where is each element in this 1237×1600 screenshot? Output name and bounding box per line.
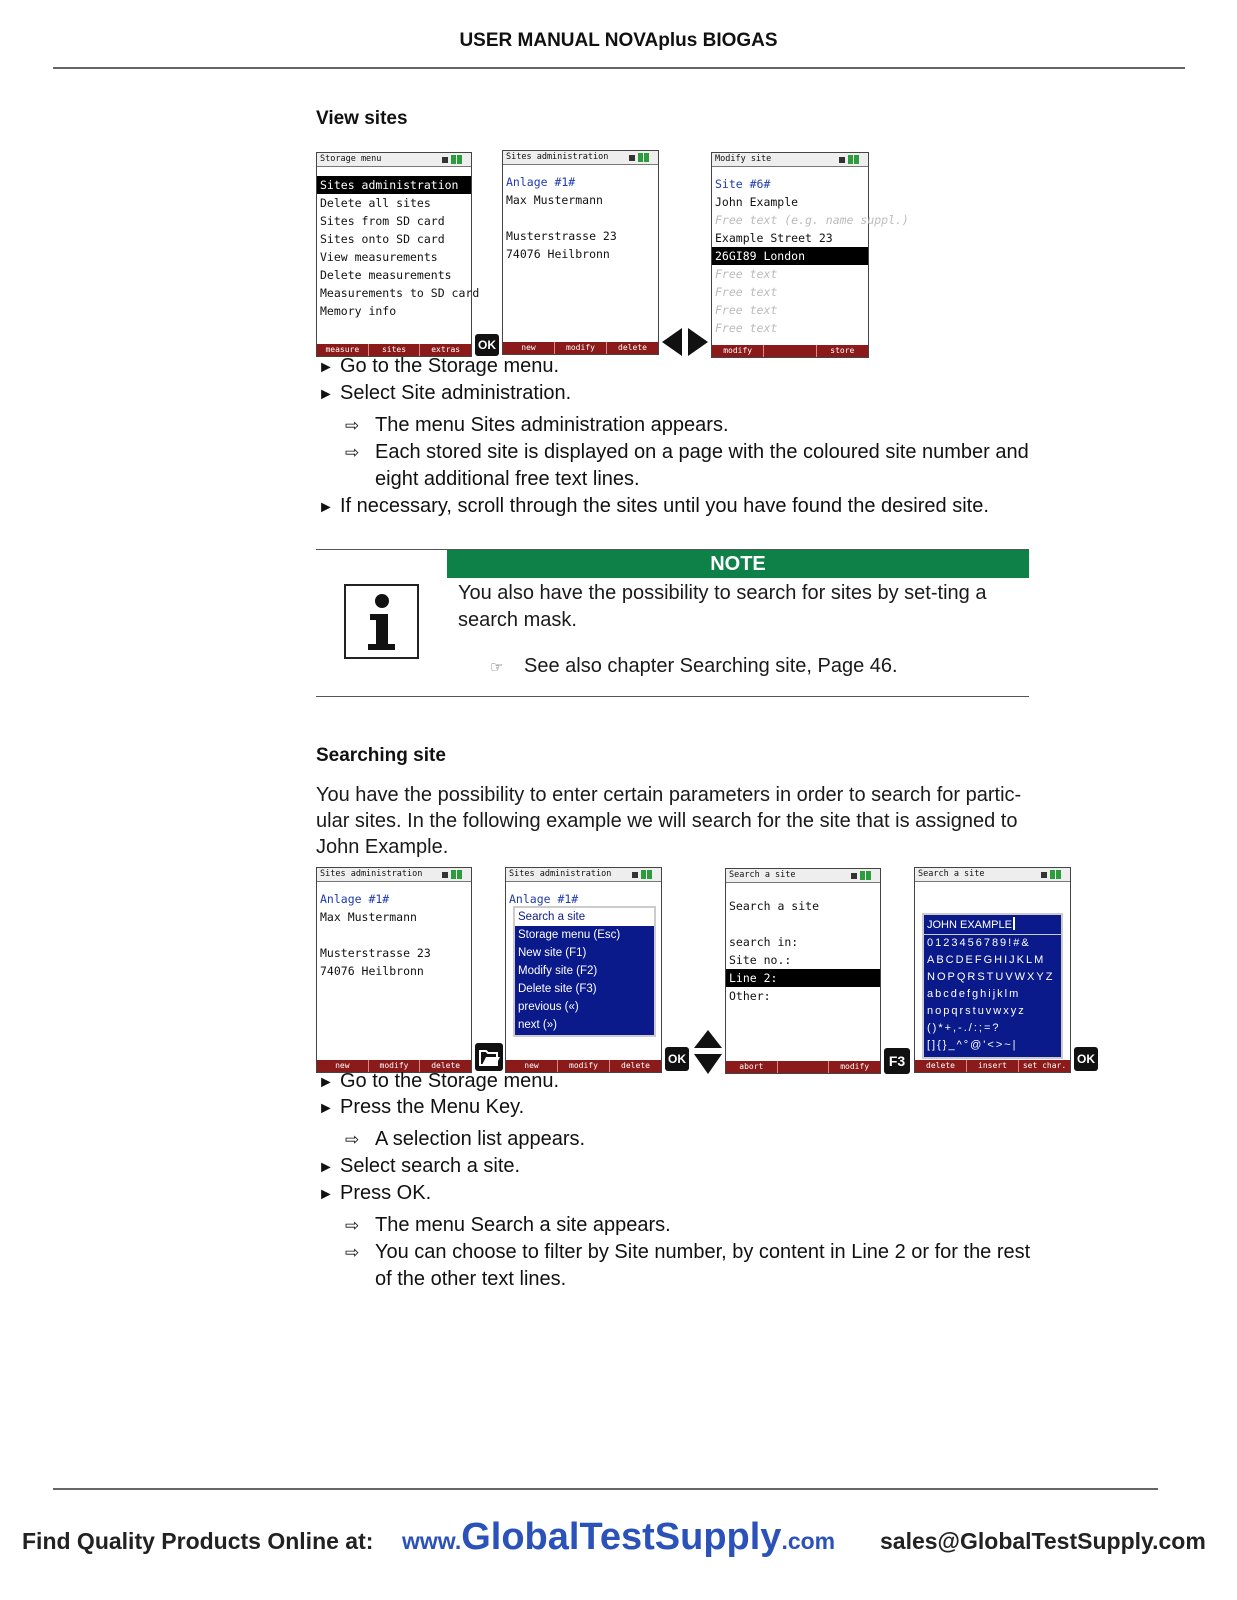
menu-item: Sites from SD card [320, 214, 445, 228]
f3-key-icon: F3 [884, 1048, 910, 1074]
note-label: NOTE [447, 550, 1029, 578]
menu-item: View measurements [320, 250, 438, 264]
site-number: Anlage #1# [320, 892, 390, 906]
menu-key-folder-icon [475, 1043, 503, 1071]
device-screen-storage-menu [316, 152, 480, 357]
softkey-bar: modify store [712, 345, 868, 357]
site-line: 74076 Heilbronn [320, 964, 424, 978]
site-line: Free text [715, 303, 778, 317]
screen-title: Sites administration [320, 869, 423, 879]
result-item: ⇨ The menu Search a site appears. [345, 1214, 671, 1236]
keyboard-row: ABCDEFGHIJKLM [927, 954, 1046, 966]
battery-icon [839, 155, 865, 164]
keyboard-row: []{}_^°@'<>~| [927, 1039, 1018, 1051]
site-number: Anlage #1# [506, 175, 576, 189]
footer-website-link[interactable] [402, 1516, 835, 1559]
menu-item: Delete measurements [320, 268, 452, 282]
battery-icon [629, 153, 655, 162]
ok-key-icon: OK [475, 334, 499, 356]
up-down-arrows-icon [694, 1030, 722, 1074]
menu-item: Sites onto SD card [320, 232, 445, 246]
result-item: ⇨ Each stored site is displayed on a page with the coloured site number and eight additional free text lines. [345, 441, 1029, 490]
popup-item: New site (F1) [518, 947, 587, 959]
footer-email-link[interactable]: sales@GlobalTestSupply.com [880, 1528, 1206, 1554]
ok-key-icon: OK [1074, 1047, 1098, 1071]
result-item: ⇨ A selection list appears. [345, 1128, 586, 1150]
site-line [317, 926, 471, 944]
battery-icon [442, 155, 468, 164]
popup-item: Modify site (F2) [518, 965, 598, 977]
menu-item: Memory info [320, 304, 397, 318]
site-line: Musterstrasse 23 [506, 229, 617, 243]
keyboard-row: NOPQRSTUVWXYZ [927, 971, 1055, 983]
battery-icon [851, 871, 877, 880]
screen-line: search in: [729, 935, 799, 949]
step-item: ► If necessary, scroll through the sites until you have found the desired site. [318, 495, 989, 517]
note-rule-bottom [316, 696, 1029, 697]
site-line [503, 209, 658, 227]
search-input-value: JOHN EXAMPLE [927, 919, 1012, 931]
device-screen-sites-administration [316, 867, 472, 1073]
site-line: Example Street 23 [715, 231, 833, 245]
screen-title: Sites administration [509, 869, 612, 879]
menu-item: Measurements to SD card [320, 286, 480, 300]
ok-key-icon: OK [665, 1047, 689, 1071]
screen-title: Storage menu [320, 154, 382, 164]
popup-item: Storage menu (Esc) [518, 929, 621, 941]
character-keyboard-popup [922, 913, 1063, 1059]
site-line: John Example [715, 195, 799, 209]
device-screen-modify-site [711, 152, 909, 358]
site-line: Free text [715, 321, 778, 335]
screen-title: Modify site [715, 154, 772, 164]
info-icon [344, 584, 419, 659]
screen-line: Line 2: [726, 969, 880, 987]
softkey-bar: new modify delete [503, 342, 658, 354]
site-line: Free text [715, 285, 778, 299]
screen-line: Other: [729, 989, 771, 1003]
site-line: Free text (e.g. name suppl.) [715, 213, 909, 227]
note-reference: ☞ See also chapter Searching site, Page 46. [490, 653, 898, 681]
screen-title: Search a site [729, 870, 796, 880]
step-item: ► Select search a site. [318, 1155, 521, 1177]
screen-title: Sites administration [506, 152, 609, 162]
intro-paragraph: You have the possibility to enter certain parameters in order to search for partic-ular sites. In the following example we will search for the site that is assigned to John Example. [316, 784, 1022, 858]
menu-item: Sites administration [317, 176, 471, 194]
step-item: ► Select Site administration. [318, 382, 572, 404]
screen-line: Site no.: [729, 953, 792, 967]
site-line: Free text [715, 267, 778, 281]
screen-title: Search a site [918, 869, 985, 879]
section-heading-view-sites: View sites [316, 108, 408, 129]
site-line: 26GI89 London [712, 247, 868, 265]
battery-icon [442, 870, 468, 879]
popup-item: previous («) [518, 1001, 579, 1013]
screen-line [726, 915, 880, 933]
keyboard-row: 0123456789!#& [927, 937, 1031, 949]
url-suffix: .com [781, 1528, 836, 1554]
step-item: ► Go to the Storage menu. [318, 355, 560, 377]
result-item: ⇨ You can choose to filter by Site number, by content in Line 2 or for the rest of the other text lines. [345, 1241, 1031, 1290]
site-line: Max Mustermann [506, 193, 603, 207]
text-cursor [1013, 917, 1015, 930]
battery-icon [1041, 870, 1067, 879]
battery-icon [632, 870, 658, 879]
site-number: Site #6# [715, 177, 771, 191]
note-text: You also have the possibility to search for sites by set-ting a search mask. [458, 582, 987, 631]
device-screen-search-a-site [725, 868, 881, 1074]
device-screen-sites-administration [502, 150, 659, 355]
result-item: ⇨ The menu Sites administration appears. [345, 414, 729, 436]
footer-rule [53, 1488, 1158, 1490]
keyboard-row: abcdefghijklm [927, 988, 1021, 1000]
pointing-hand-icon: ☞ [490, 659, 504, 676]
softkey-bar: abort modify [726, 1061, 880, 1073]
softkey-bar: measure sites extras [317, 344, 471, 356]
site-line: Musterstrasse 23 [320, 946, 431, 960]
url-prefix: www. [402, 1528, 462, 1554]
screen-line: Search a site [729, 899, 820, 913]
keyboard-row: nopqrstuvwxyz [927, 1005, 1026, 1017]
menu-item: Delete all sites [320, 196, 431, 210]
page-header-title: USER MANUAL NOVAplus BIOGAS [459, 30, 778, 51]
site-line: Max Mustermann [320, 910, 417, 924]
softkey-bar: new modify delete [506, 1060, 661, 1072]
step-item: ► Press OK. [318, 1182, 432, 1204]
footer-tagline: Find Quality Products Online at: [22, 1528, 374, 1554]
url-domain: GlobalTestSupply [461, 1516, 782, 1558]
softkey-bar: delete insert set char. [915, 1060, 1070, 1072]
popup-item: Search a site [515, 908, 654, 926]
keyboard-row: ()*+,-./:;=? [927, 1022, 1001, 1034]
step-item: ► Go to the Storage menu. [318, 1070, 560, 1092]
left-right-arrows-icon [662, 328, 708, 356]
site-line: 74076 Heilbronn [506, 247, 610, 261]
section-heading-searching-site: Searching site [316, 745, 446, 766]
step-item: ► Press the Menu Key. [318, 1096, 525, 1118]
header-rule [53, 67, 1185, 69]
selection-list-popup [513, 906, 656, 1037]
popup-item: Delete site (F3) [518, 983, 597, 995]
softkey-bar: new modify delete [317, 1060, 471, 1072]
site-number: Anlage #1# [509, 892, 579, 906]
popup-item: next (») [518, 1019, 557, 1031]
